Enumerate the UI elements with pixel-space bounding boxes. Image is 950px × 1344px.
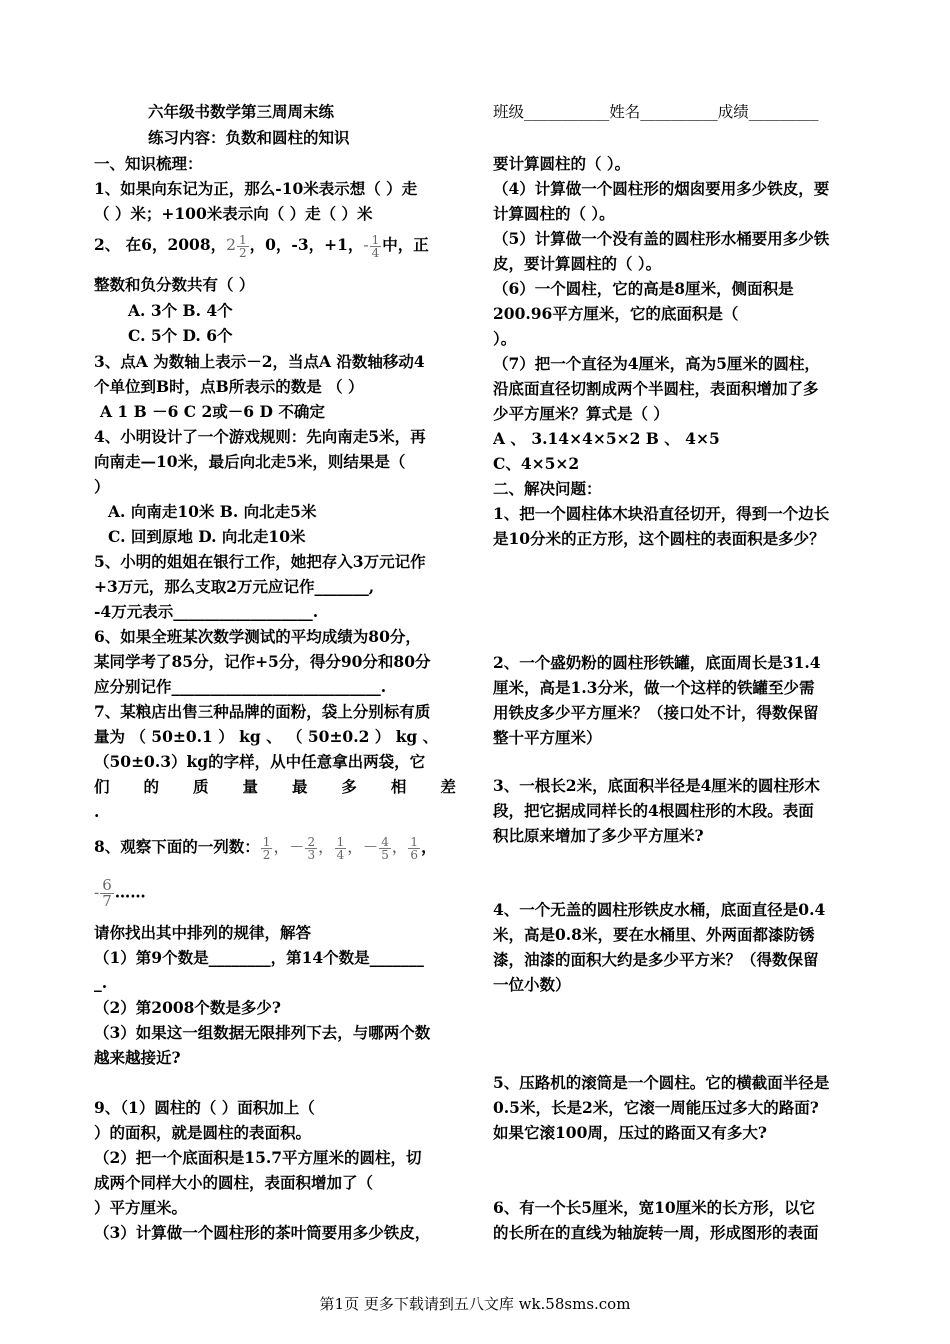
q4-option-ab: A. 向南走10米 B. 向北走5米: [108, 502, 317, 521]
q6-line2: 某同学考了85分，记作+5分，得分90分和80分: [94, 652, 431, 671]
q3-options: A 1 B －6 C 2或－6 D 不确定: [100, 402, 325, 421]
p4-line1: 4、一个无盖的圆柱形铁皮水桶，底面直径是0.4: [493, 900, 826, 919]
p2-line3: 用铁皮多少平方厘米？（接口处不计，得数保留: [493, 703, 819, 722]
sequence-separator: ，: [391, 838, 408, 856]
r-line7: 200.96平方厘米，它的底面积是（: [493, 304, 739, 323]
q7-line4: 们 的 质 量 最 多 相 差: [94, 777, 456, 796]
r-line1: 要计算圆柱的（ ）。: [493, 154, 631, 173]
r-option-c: C、4×5×2: [493, 454, 580, 473]
q9-line2: ）的面积，就是圆柱的表面积。: [94, 1123, 312, 1142]
p2-line1: 2、一个盛奶粉的圆柱形铁罐，底面周长是31.4: [493, 653, 821, 672]
p5-line2: 0.5米，长是2米，它滚一周能压过多大的路面?: [493, 1098, 819, 1117]
section-heading-1: 一、知识梳理：: [94, 154, 203, 173]
q9-line6: （3）计算做一个圆柱形的茶叶筒要用多少铁皮，: [94, 1223, 431, 1242]
p4-line3: 漆，油漆的面积大约是多少平方米？（得数保留: [493, 950, 819, 969]
q2-line2: 整数和负分数共有（ ）: [94, 275, 255, 294]
sequence-fraction: $\frac{1}{4}$: [336, 834, 345, 862]
q2-option-ab: A. 3个 B. 4个: [128, 301, 233, 320]
q8-part1-line1: （1）第9个数是________，第14个数是_______: [94, 948, 424, 967]
q8-part1-line2: _.: [94, 973, 108, 992]
q2-line1: 2、 在6，2008，2 $\frac{1}{2}$ ，0，-3，+1，- $\frac{1}{4}$ 中，正: [94, 232, 429, 260]
q8-part3-line2: 越来越接近?: [94, 1048, 181, 1067]
sequence-fraction: $\frac{1}{2}$: [262, 834, 271, 862]
q3-line2: 个单位到B时，点B所表示的数是 （ ）: [94, 377, 364, 396]
fraction: $\frac{1}{2}$: [238, 232, 247, 260]
fraction: $\frac{6}{7}$: [102, 876, 112, 910]
p2-line4: 整十平方厘米）: [493, 728, 602, 747]
q8-line1: 8、观察下面的一列数： $\frac{1}{2}$ ，－ $\frac{2}{3}$ ， $\frac{1}{4}$ ，－ $\frac{4}{5}$ ， $\frac{1}{6}$ ，: [94, 834, 437, 862]
r-line5: 皮，要计算圆柱的（ ）。: [493, 254, 662, 273]
q8-part3-line1: （3）如果这一组数据无限排列下去，与哪两个数: [94, 1023, 431, 1042]
p4-line2: 米，高是0.8米，要在水桶里、外两面都漆防锈: [493, 925, 815, 944]
r-line8: ）。: [493, 329, 517, 348]
sequence-fraction: $\frac{4}{5}$: [381, 834, 389, 862]
q4-option-cd: C. 回到原地 D. 向北走10米: [108, 527, 306, 546]
q9-line4: 成两个同样大小的圆柱，表面积增加了（: [94, 1173, 374, 1192]
q4-line1: 4、小明设计了一个游戏规则：先向南走5米，再: [94, 427, 426, 446]
q5-line2: +3万元，那么支取2万元应记作_______,: [94, 577, 375, 596]
page-subtitle: 练习内容：负数和圆柱的知识: [148, 128, 350, 147]
fraction: $\frac{1}{4}$: [371, 232, 380, 260]
q4-line3: ）: [94, 477, 110, 496]
r-line4: （5）计算做一个没有盖的圆柱形水桶要用多少铁: [493, 229, 830, 248]
q7-line2: 量为 （ 50±0.1 ） kg 、 （ 50±0.2 ） kg 、: [94, 727, 439, 746]
r-line6: （6）一个圆柱，它的高是8厘米，侧面积是: [493, 279, 794, 298]
q9-line3: （2）把一个底面积是15.7平方厘米的圆柱，切: [94, 1148, 422, 1167]
sequence-separator: ，－: [273, 838, 305, 856]
q7-line5: .: [94, 802, 100, 821]
q7-line3: （50±0.3）kg的字样，从中任意拿出两袋，它: [94, 752, 426, 771]
q8-line2: - $\frac{6}{7}$ ……: [94, 876, 146, 910]
q6-line3: 应分别记作___________________________.: [94, 677, 387, 696]
p4-line4: 一位小数）: [493, 975, 571, 994]
r-line3: 计算圆柱的（ ）。: [493, 204, 615, 223]
r-line2: （4）计算做一个圆柱形的烟囱要用多少铁皮，要: [493, 179, 830, 198]
section-heading-2: 二、解决问题：: [493, 479, 602, 498]
p5-line1: 5、压路机的滚筒是一个圆柱。它的横截面半径是: [493, 1073, 830, 1092]
q5-line3: -4万元表示__________________.: [94, 602, 319, 621]
p1-line1: 1、把一个圆柱体木块沿直径切开，得到一个边长: [493, 504, 830, 523]
sequence-separator: ，: [318, 838, 334, 856]
sequence-fraction: $\frac{1}{6}$: [410, 834, 419, 862]
p3-line1: 3、一根长2米，底面积半径是4厘米的圆柱形木: [493, 776, 820, 795]
p6-line2: 的长所在的直线为轴旋转一周，形成图形的表面: [493, 1223, 819, 1242]
sequence-separator: ，－: [347, 838, 379, 856]
r-line11: 少平方厘米？算式是（ ）: [493, 404, 669, 423]
q1-line2: （ ）米；+100米表示向（ ）走（ ）米: [94, 204, 373, 223]
p5-line3: 如果它滚100周，压过的路面又有多大?: [493, 1123, 767, 1142]
student-info-fields: 班级___________姓名__________成绩_________: [493, 103, 819, 121]
p6-line1: 6、有一个长5厘米，宽10厘米的长方形，以它: [493, 1198, 816, 1217]
q6-line1: 6、如果全班某次数学测试的平均成绩为80分，: [94, 627, 421, 646]
r-line10: 沿底面直径切割成两个半圆柱，表面积增加了多: [493, 379, 819, 398]
q2-option-cd: C. 5个 D. 6个: [128, 326, 233, 345]
r-option-ab: A 、 3.14×4×5×2 B 、 4×5: [493, 429, 720, 448]
q4-line2: 向南走—10米，最后向北走5米，则结果是（: [94, 452, 406, 471]
p2-line2: 厘米，高是1.3分米，做一个这样的铁罐至少需: [493, 678, 815, 697]
q1-line1: 1、如果向东记为正，那么-10米表示想（ ）走: [94, 179, 418, 198]
q8-instruction: 请你找出其中排列的规律，解答: [94, 923, 312, 942]
p3-line2: 段，把它据成同样长的4根圆柱形的木段。表面: [493, 801, 814, 820]
q5-line1: 5、小明的姐姐在银行工作，她把存入3万元记作: [94, 552, 426, 571]
p3-line3: 积比原来增加了多少平方厘米?: [493, 826, 704, 845]
page-title: 六年级书数学第三周周末练: [148, 102, 335, 121]
q9-line1: 9、（1）圆柱的（ ）面积加上（: [94, 1098, 315, 1117]
q8-part2: （2）第2008个数是多少?: [94, 998, 282, 1017]
q7-line1: 7、某粮店出售三种品牌的面粉，袋上分别标有质: [94, 702, 431, 721]
q3-line1: 3、点A 为数轴上表示－2，当点A 沿数轴移动4: [94, 352, 425, 371]
sequence-fraction: $\frac{2}{3}$: [307, 834, 316, 862]
r-line9: （7）把一个直径为4厘米，高为5厘米的圆柱，: [493, 354, 820, 373]
page-footer: 第1页 更多下载请到五八文库 wk.58sms.com: [319, 1295, 631, 1313]
p1-line2: 是10分米的正方形，这个圆柱的表面积是多少？: [493, 529, 825, 548]
q9-line5: ）平方厘米。: [94, 1198, 188, 1217]
